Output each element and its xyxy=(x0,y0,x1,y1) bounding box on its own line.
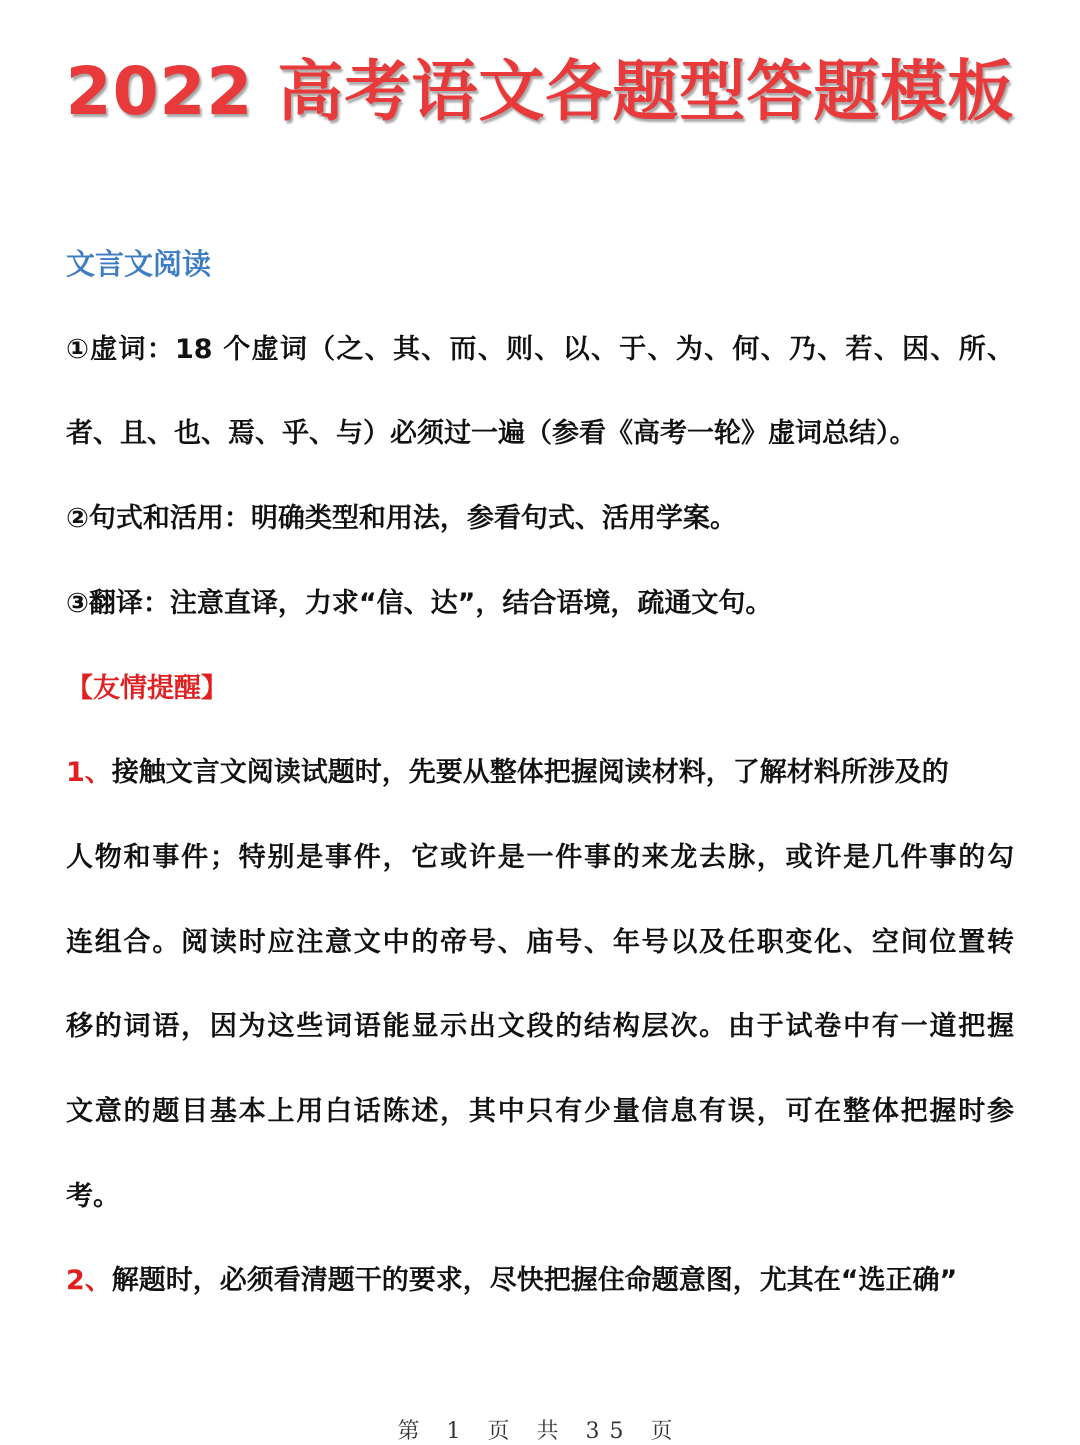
paragraph-line: ①虚词：18 个虚词（之、其、而、则、以、于、为、何、乃、若、因、所、 xyxy=(66,334,1014,365)
list-item-1-first-line xyxy=(66,753,1014,793)
list-item-number: 1、 xyxy=(66,757,112,788)
page-footer: 第 1 页 共 35 页 xyxy=(397,1419,683,1444)
paragraph-line: ③翻译：注意直译，力求“信、达”，结合语境，疏通文句。 xyxy=(66,588,773,619)
paragraph-line: ②句式和活用：明确类型和用法，参看句式、活用学案。 xyxy=(66,503,737,534)
list-item-2-first-line xyxy=(66,1261,1014,1301)
list-item-number: 2、 xyxy=(66,1265,112,1296)
page-title: 2022 高考语文各题型答题模板 xyxy=(65,53,1015,130)
paragraph-line: 连组合。阅读时应注意文中的帝号、庙号、年号以及任职变化、空间位置转 xyxy=(66,927,1014,958)
list-item-text: 接触文言文阅读试题时，先要从整体把握阅读材料，了解材料所涉及的 xyxy=(111,757,949,788)
section-heading: 文言文阅读 xyxy=(66,247,212,281)
paragraph-line: 人物和事件；特别是事件，它或许是一件事的来龙去脉，或许是几件事的勾 xyxy=(66,842,1014,873)
paragraph-line: 者、且、也、焉、乎、与）必须过一遍（参看《高考一轮》虚词总结）。 xyxy=(66,418,917,449)
list-item-text: 解题时，必须看清题干的要求，尽快把握住命题意图，尤其在“选正确” xyxy=(111,1265,958,1296)
paragraph-line: 文意的题目基本上用白话陈述，其中只有少量信息有误，可在整体把握时参 xyxy=(66,1096,1014,1127)
paragraph-line: 移的词语，因为这些词语能显示出文段的结构层次。由于试卷中有一道把握 xyxy=(66,1011,1014,1042)
reminder-heading: 【友情提醒】 xyxy=(66,673,228,704)
paragraph-line: 考。 xyxy=(66,1181,120,1212)
